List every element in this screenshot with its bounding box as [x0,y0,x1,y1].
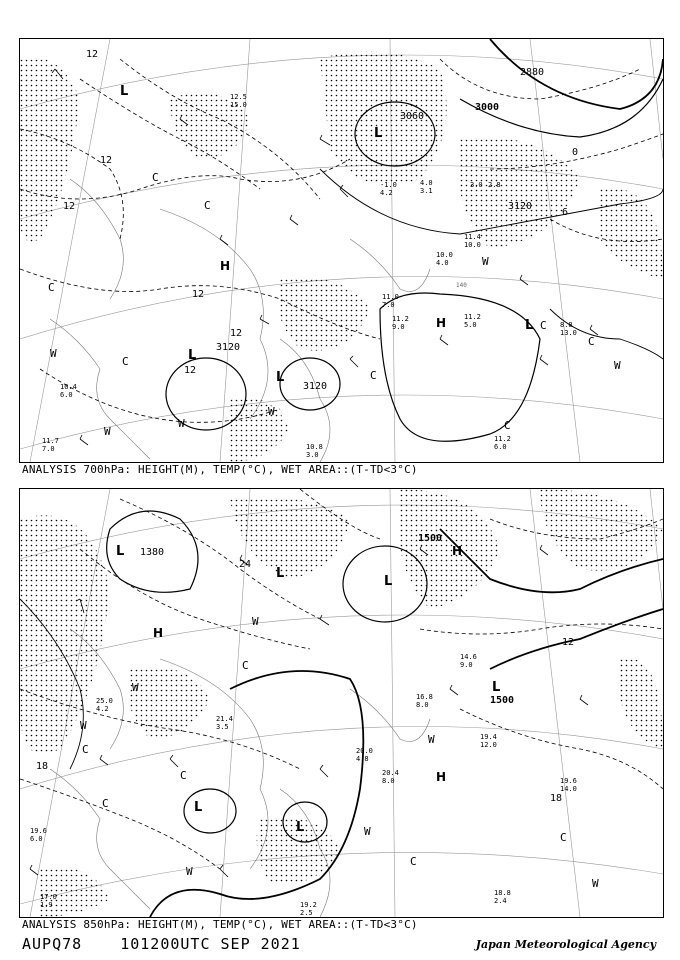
latitude-label: 140 [456,282,467,289]
map-850hpa [20,489,663,917]
temp-label: 6 [562,207,569,218]
svg-text:4.0: 4.0 [420,179,433,187]
cold-mark: C [588,335,595,348]
low-center: L [276,566,285,581]
svg-text:18.8: 18.8 [494,889,511,897]
warm-mark: W [364,825,371,838]
low-center: L [188,348,197,363]
svg-text:6.0: 6.0 [494,443,507,451]
caption-850hpa: ANALYSIS 850hPa: HEIGHT(M), TEMP(°C), WET AREA::(T-TD<3°C) [22,918,418,931]
warm-mark: W [482,255,489,268]
warm-mark: W [186,865,193,878]
svg-text:20.0: 20.0 [356,747,373,755]
svg-text:13.0: 13.0 [560,329,577,337]
cold-mark: C [410,855,417,868]
high-center: H [220,259,231,273]
svg-text:11.2: 11.2 [464,313,481,321]
svg-text:7.0: 7.0 [42,445,55,453]
svg-text:-1.0: -1.0 [380,181,397,189]
svg-text:8.0: 8.0 [382,777,395,785]
warm-mark: W [50,347,57,360]
cold-mark: C [82,743,89,756]
high-center: H [452,544,463,558]
svg-text:11.7: 11.7 [42,437,59,445]
cold-mark: C [122,355,129,368]
svg-text:10.4: 10.4 [60,383,77,391]
warm-mark: W [614,359,621,372]
low-center: L [194,800,203,815]
cold-mark: C [540,319,547,332]
height-label: 3120 [303,381,328,392]
height-label: 3060 [400,111,425,122]
product-header [22,935,329,953]
chart-700hpa [19,38,664,463]
height-label: 3120 [216,342,241,353]
svg-text:14.6: 14.6 [460,653,477,661]
svg-text:20.4: 20.4 [382,769,399,777]
svg-text:19.4: 19.4 [480,733,497,741]
svg-text:11.2: 11.2 [494,435,511,443]
svg-text:10.8: 10.8 [306,443,323,451]
svg-text:4.2: 4.2 [96,705,109,713]
height-label: 3000 [475,102,500,113]
svg-text:12.5: 12.5 [230,93,247,101]
caption-700hpa: ANALYSIS 700hPa: HEIGHT(M), TEMP(°C), WET AREA::(T-TD<3°C) [22,463,418,476]
warm-mark: W [178,417,185,430]
warm-mark: W [104,425,111,438]
svg-text:7.0: 7.0 [382,301,395,309]
height-contours [20,511,663,917]
svg-text:3.1: 3.1 [420,187,433,195]
svg-text:2.8: 2.8 [488,181,501,189]
temp-label: 18 [550,793,563,804]
svg-text:10.0: 10.0 [436,251,453,259]
map-700hpa [20,39,663,462]
svg-text:11.0: 11.0 [382,293,399,301]
low-center: L [525,318,534,333]
svg-text:8.0: 8.0 [416,701,429,709]
valid-time: 101200UTC SEP 2021 [120,935,301,953]
temp-label: 12 [192,289,205,300]
svg-text:4.8: 4.8 [356,755,369,763]
product-id: AUPQ78 [22,935,83,953]
cold-mark: C [370,369,377,382]
svg-text:2.5: 2.5 [300,909,313,917]
svg-text:2.4: 2.4 [494,897,507,905]
svg-text:6.0: 6.0 [60,391,73,399]
cold-mark: C [560,831,567,844]
high-center: H [436,770,447,784]
temp-label: 18 [36,761,49,772]
chart-850hpa [19,488,664,918]
svg-text:8.8: 8.8 [560,321,573,329]
height-label: 1500 [418,533,443,544]
warm-mark: W [80,719,87,732]
temp-label: 12 [100,155,113,166]
svg-text:17.0: 17.0 [40,893,57,901]
height-label: 3120 [508,201,533,212]
low-center: L [116,544,125,559]
low-center: L [120,84,129,99]
height-label: 1380 [140,547,165,558]
svg-text:11.4: 11.4 [464,233,481,241]
low-center: L [276,370,285,385]
low-center: L [492,680,501,695]
svg-text:19.2: 19.2 [300,901,317,909]
svg-text:9.0: 9.0 [392,323,405,331]
low-center: L [296,820,305,835]
svg-text:3.5: 3.5 [216,723,229,731]
svg-text:3.0: 3.0 [470,181,483,189]
cold-mark: C [204,199,211,212]
cold-mark: C [180,769,187,782]
high-center: H [153,626,164,640]
cold-mark: C [102,797,109,810]
warm-mark: W [592,877,599,890]
warm-mark: W [252,615,259,628]
warm-mark: W [428,733,435,746]
wet-areas [20,51,663,462]
svg-text:14.0: 14.0 [560,785,577,793]
svg-text:1.9: 1.9 [40,901,53,909]
cold-mark: C [48,281,55,294]
temp-label: 12 [562,637,575,648]
temp-label: 24 [239,559,252,570]
svg-text:10.0: 10.0 [464,241,481,249]
svg-text:19.6: 19.6 [560,777,577,785]
cold-mark: C [152,171,159,184]
svg-text:4.2: 4.2 [380,189,393,197]
low-center: L [374,126,383,141]
svg-text:16.8: 16.8 [416,693,433,701]
warm-mark: W [132,681,139,694]
agency-name: Japan Meteorological Agency [475,938,656,951]
cold-mark: C [242,659,249,672]
svg-text:3.0: 3.0 [306,451,319,459]
svg-text:4.0: 4.0 [436,259,449,267]
temp-label: 12 [63,201,76,212]
warm-mark: W [268,405,275,418]
svg-text:19.6: 19.6 [30,827,47,835]
height-label: 2880 [520,67,545,78]
svg-text:9.0: 9.0 [460,661,473,669]
height-label: 1500 [490,695,515,706]
svg-text:5.0: 5.0 [464,321,477,329]
svg-text:21.4: 21.4 [216,715,233,723]
svg-text:12.0: 12.0 [480,741,497,749]
svg-text:11.2: 11.2 [392,315,409,323]
svg-text:15.0: 15.0 [230,101,247,109]
temp-label: 12 [86,49,99,60]
cold-mark: C [504,419,511,432]
temp-label: 12 [184,365,197,376]
temp-label: 12 [230,328,243,339]
low-center: L [384,574,393,589]
svg-text:6.0: 6.0 [30,835,43,843]
high-center: H [436,316,447,330]
svg-text:25.0: 25.0 [96,697,113,705]
temp-label: 0 [572,147,579,158]
coastlines [50,629,430,917]
